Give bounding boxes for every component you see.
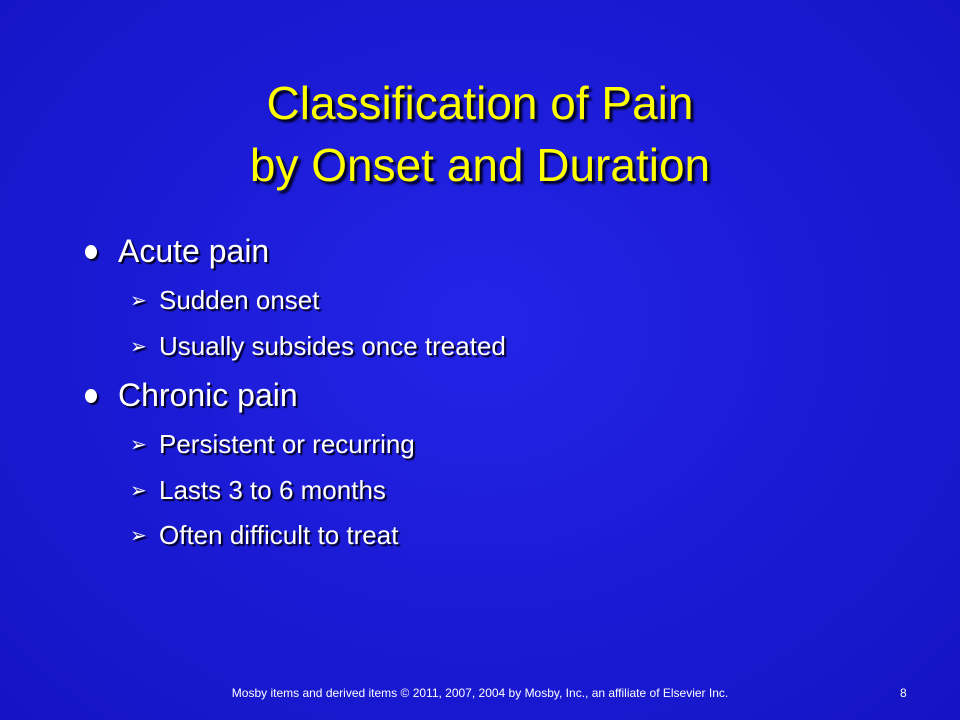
arrowhead-icon: ➢ — [130, 434, 147, 456]
slide-title-line-2: by Onset and Duration — [249, 139, 711, 191]
arrowhead-icon: ➢ — [130, 480, 147, 502]
sub-bullet-sudden-onset — [130, 284, 319, 317]
sub-bullet-subsides — [130, 330, 506, 363]
arrowhead-icon: ➢ — [130, 290, 147, 312]
arrowhead-icon: ➢ — [130, 525, 147, 547]
sub-bullet-lasts — [130, 474, 386, 507]
bullet-acute-pain — [85, 232, 269, 270]
arrowhead-icon: ➢ — [130, 336, 147, 358]
bullet-chronic-pain — [85, 376, 298, 414]
sub-bullet-text: Persistent or recurring — [159, 429, 415, 459]
bullet-text: Acute pain — [118, 233, 270, 269]
slide-title-line-1: Classification of Pain — [266, 77, 694, 129]
page-number: 8 — [900, 686, 907, 700]
sub-bullet-difficult — [130, 519, 398, 552]
sub-bullet-text: Sudden onset — [159, 285, 320, 315]
bullet-dot-icon — [85, 389, 97, 403]
sub-bullet-text: Lasts 3 to 6 months — [159, 475, 386, 505]
bullet-dot-icon — [85, 245, 97, 259]
sub-bullet-persistent — [130, 428, 415, 461]
sub-bullet-text: Often difficult to treat — [159, 520, 399, 550]
sub-bullet-text: Usually subsides once treated — [159, 331, 506, 361]
bullet-text: Chronic pain — [118, 377, 298, 413]
copyright-footer: Mosby items and derived items © 2011, 2007, 2004 by Mosby, Inc., an affiliate of Elsevier Inc. — [231, 686, 729, 700]
